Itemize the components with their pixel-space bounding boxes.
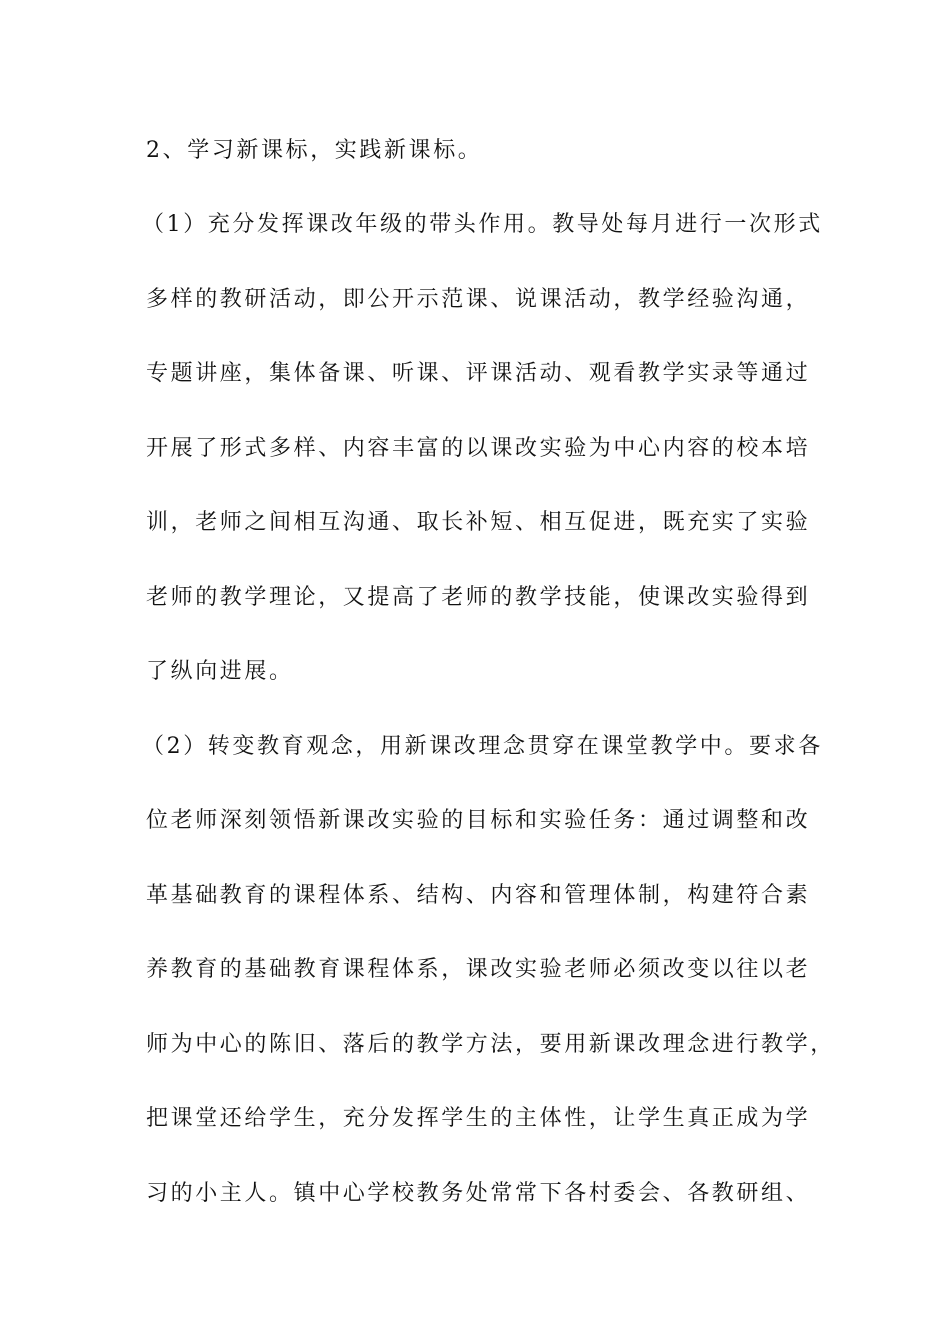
paragraph-line: 多样的教研活动，即公开示范课、说课活动，教学经验沟通， — [146, 287, 811, 312]
paragraph-line: 专题讲座，集体备课、听课、评课活动、观看教学实录等通过 — [146, 361, 811, 386]
paragraph-line: 开展了形式多样、内容丰富的以课改实验为中心内容的校本培 — [146, 436, 811, 461]
section-heading: 2、学习新课标，实践新课标。 — [146, 138, 483, 163]
paragraph-line: 把课堂还给学生，充分发挥学生的主体性，让学生真正成为学 — [146, 1106, 811, 1131]
paragraph-line: 位老师深刻领悟新课改实验的目标和实验任务：通过调整和改 — [146, 808, 811, 833]
paragraph-line: （2）转变教育观念，用新课改理念贯穿在课堂教学中。要求各 — [142, 734, 823, 759]
paragraph-line: 革基础教育的课程体系、结构、内容和管理体制，构建符合素 — [146, 883, 811, 908]
paragraph-line: 养教育的基础教育课程体系，课改实验老师必须改变以往以老 — [146, 957, 811, 982]
paragraph-line: 老师的教学理论，又提高了老师的教学技能，使课改实验得到 — [146, 585, 811, 610]
paragraph-line: 训，老师之间相互沟通、取长补短、相互促进，既充实了实验 — [146, 510, 811, 535]
paragraph-line: 了纵向进展。 — [146, 659, 294, 684]
paragraph-line: 师为中心的陈旧、落后的教学方法，要用新课改理念进行教学， — [146, 1032, 835, 1057]
paragraph-line: （1）充分发挥课改年级的带头作用。教导处每月进行一次形式 — [142, 212, 823, 237]
paragraph-line: 习的小主人。镇中心学校教务处常常下各村委会、各教研组、 — [146, 1181, 811, 1206]
